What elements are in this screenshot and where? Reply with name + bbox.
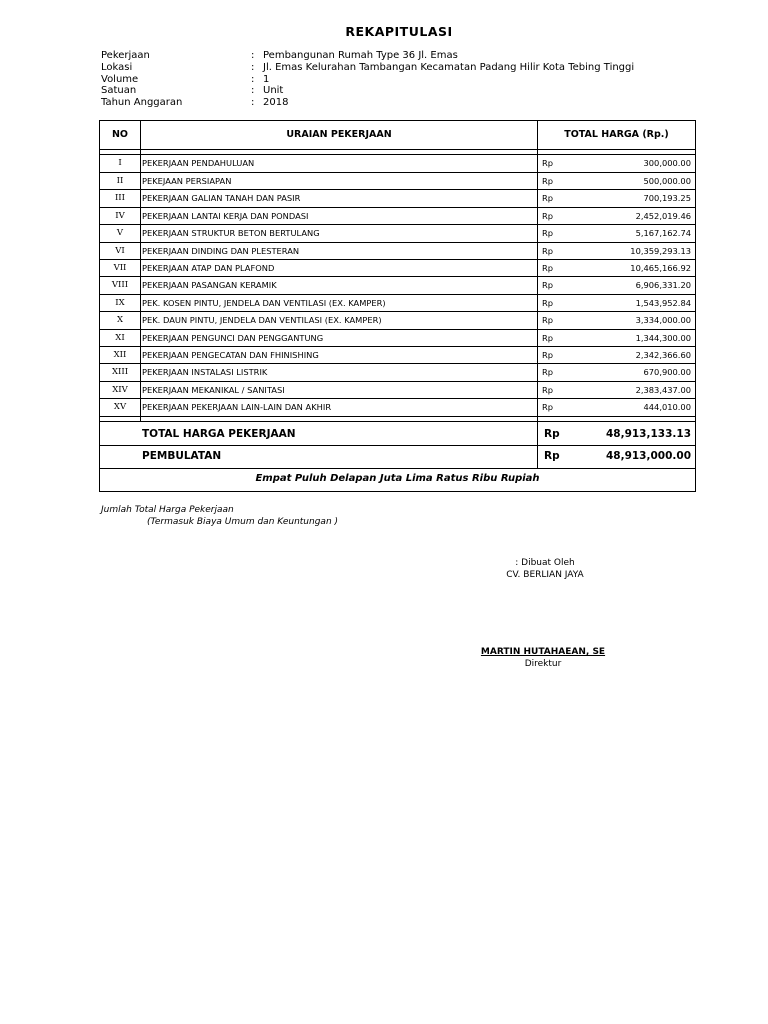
made-by: : Dibuat Oleh <box>515 558 575 568</box>
row-amount: 1,344,300.00 <box>635 333 691 343</box>
row-currency: Rp <box>542 402 554 412</box>
table-row <box>100 330 695 347</box>
row-currency: Rp <box>542 350 554 360</box>
row-number: XI <box>115 333 125 343</box>
row-description: PEKERJAAN PENGECATAN DAN FHINISHING <box>142 350 319 360</box>
row-description: PEKERJAAN PEKERJAAN LAIN-LAIN DAN AKHIR <box>142 402 332 412</box>
rounding-currency: Rp <box>544 450 560 462</box>
row-description: PEKERJAAN PENGUNCI DAN PENGGANTUNG <box>142 333 324 343</box>
row-divider <box>100 416 695 417</box>
table-row <box>100 155 695 172</box>
row-number: II <box>116 176 124 186</box>
row-amount: 2,342,366.60 <box>635 350 691 360</box>
row-number: I <box>118 158 122 168</box>
footnote-line: (Termasuk Biaya Umum dan Keuntungan ) <box>147 517 339 527</box>
rounding-label: PEMBULATAN <box>142 450 222 462</box>
row-number: XIII <box>111 367 129 377</box>
row-currency: Rp <box>542 333 554 343</box>
row-amount: 10,465,166.92 <box>630 263 691 273</box>
table-row <box>100 243 695 260</box>
row-amount: 2,452,019.46 <box>635 211 691 221</box>
table-row <box>100 382 695 399</box>
table-row <box>100 399 695 416</box>
row-currency: Rp <box>542 298 554 308</box>
row-amount: 3,334,000.00 <box>635 315 691 325</box>
row-currency: Rp <box>542 263 554 273</box>
table-row <box>100 295 695 312</box>
row-description: PEKERJAAN GALIAN TANAH DAN PASIR <box>142 193 301 203</box>
info-colon: : <box>251 85 255 97</box>
row-currency: Rp <box>542 211 554 221</box>
info-label: Satuan <box>101 85 137 97</box>
table-row <box>100 312 695 329</box>
row-description: PEKEJAAN PERSIAPAN <box>142 176 232 186</box>
row-number: XII <box>113 350 127 360</box>
recap-table <box>99 120 696 492</box>
rounding-amount: 48,913,000.00 <box>605 450 691 462</box>
row-number: IX <box>115 298 125 308</box>
table-row <box>100 277 695 294</box>
info-label: Volume <box>101 73 139 85</box>
row-currency: Rp <box>542 385 554 395</box>
row-currency: Rp <box>542 367 554 377</box>
row-number: III <box>114 193 126 203</box>
row-amount: 6,906,331.20 <box>635 280 691 290</box>
info-label: Pekerjaan <box>101 50 150 61</box>
table-row <box>100 260 695 277</box>
row-description: PEKERJAAN ATAP DAN PLAFOND <box>142 263 275 273</box>
table-row <box>100 364 695 381</box>
header-total: TOTAL HARGA (Rp.) <box>564 129 669 140</box>
info-colon: : <box>251 73 255 85</box>
signature-block <box>470 557 620 581</box>
row-currency: Rp <box>542 176 554 186</box>
footnote-line: Jumlah Total Harga Pekerjaan <box>101 505 234 515</box>
row-description: PEK. KOSEN PINTU, JENDELA DAN VENTILASI (EX. KAMPER) <box>142 298 386 308</box>
row-amount: 670,900.00 <box>643 367 691 377</box>
page-title: REKAPITULASI <box>345 24 453 39</box>
info-label: Tahun Anggaran <box>101 97 183 109</box>
info-value: 2018 <box>263 97 289 109</box>
total-row <box>100 423 695 445</box>
row-currency: Rp <box>542 246 554 256</box>
info-value: 1 <box>263 73 270 85</box>
row-currency: Rp <box>542 315 554 325</box>
signatory-name: MARTIN HUTAHAEAN, SE <box>480 647 606 657</box>
info-colon: : <box>251 61 255 73</box>
total-currency: Rp <box>544 428 560 440</box>
row-amount: 2,383,437.00 <box>635 385 691 395</box>
table-row <box>100 208 695 225</box>
row-number: VI <box>115 246 125 256</box>
row-number: X <box>116 315 124 325</box>
row-number: VIII <box>111 280 129 290</box>
company-name: CV. BERLIAN JAYA <box>506 570 584 580</box>
row-currency: Rp <box>542 158 554 168</box>
row-number: XV <box>113 402 127 412</box>
info-value: Pembangunan Rumah Type 36 Jl. Emas <box>263 50 458 61</box>
header-no: NO <box>111 129 129 140</box>
row-amount: 300,000.00 <box>643 158 691 168</box>
total-amount: 48,913,133.13 <box>605 428 691 440</box>
signatory <box>470 646 616 670</box>
info-colon: : <box>251 97 255 109</box>
info-label: Lokasi <box>101 61 133 73</box>
row-amount: 1,543,952.84 <box>635 298 691 308</box>
row-number: XIV <box>112 385 128 395</box>
row-currency: Rp <box>542 228 554 238</box>
row-description: PEKERJAAN PASANGAN KERAMIK <box>142 280 277 290</box>
table-row <box>100 225 695 242</box>
info-value: Jl. Emas Kelurahan Tambangan Kecamatan Padang Hilir Kota Tebing Tinggi <box>263 61 635 73</box>
row-amount: 5,167,162.74 <box>635 228 691 238</box>
header-divider <box>100 149 695 150</box>
row-amount: 500,000.00 <box>643 176 691 186</box>
row-number: VII <box>113 263 127 273</box>
row-description: PEKERJAAN STRUKTUR BETON BERTULANG <box>142 228 320 238</box>
row-description: PEKERJAAN DINDING DAN PLESTERAN <box>142 246 300 256</box>
row-description: PEKERJAAN LANTAI KERJA DAN PONDASI <box>142 211 309 221</box>
amount-in-words: Empat Puluh Delapan Juta Lima Ratus Ribu Rupiah <box>255 473 540 484</box>
info-value: Unit <box>263 85 284 97</box>
row-number: V <box>116 228 124 238</box>
row-amount: 444,010.00 <box>643 402 691 412</box>
row-divider <box>100 421 695 422</box>
row-description: PEKERJAAN PENDAHULUAN <box>142 158 255 168</box>
table-row <box>100 173 695 190</box>
rounding-row <box>100 445 695 467</box>
signatory-position: Direktur <box>524 659 562 669</box>
header-uraian: URAIAN PEKERJAAN <box>286 129 392 140</box>
row-amount: 10,359,293.13 <box>630 246 691 256</box>
row-description: PEKERJAAN MEKANIKAL / SANITASI <box>142 385 285 395</box>
row-description: PEK. DAUN PINTU, JENDELA DAN VENTILASI (EX. KAMPER) <box>142 315 382 325</box>
row-description: PEKERJAAN INSTALASI LISTRIK <box>142 367 268 377</box>
row-amount: 700,193.25 <box>643 193 691 203</box>
row-number: IV <box>115 211 125 221</box>
row-currency: Rp <box>542 280 554 290</box>
info-colon: : <box>251 50 255 61</box>
total-label: TOTAL HARGA PEKERJAAN <box>142 428 296 440</box>
table-header <box>100 121 695 149</box>
row-currency: Rp <box>542 193 554 203</box>
table-row <box>100 347 695 364</box>
footnote <box>101 504 338 528</box>
table-row <box>100 190 695 207</box>
